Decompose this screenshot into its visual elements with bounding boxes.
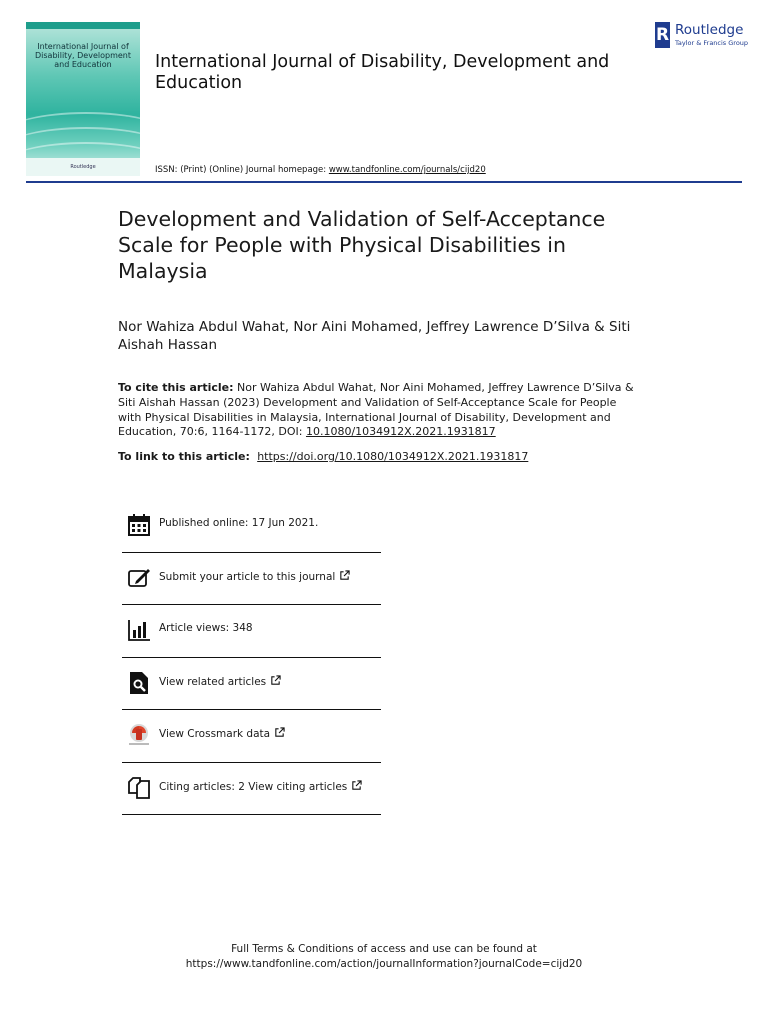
article-views-item: [122, 605, 381, 658]
article-title: Development and Validation of Self-Acceptance Scale for People with Physical Disabilities in Malaysia: [118, 207, 606, 283]
bar-chart-icon: [127, 618, 151, 642]
calendar-icon: [127, 513, 151, 537]
journal-cover-image: [26, 22, 140, 176]
citing-articles-item[interactable]: [122, 763, 381, 816]
citation-label: To cite this article:: [118, 381, 234, 394]
edit-icon: [127, 566, 151, 590]
routledge-r-icon: R: [655, 22, 670, 48]
terms-url-link[interactable]: https://www.tandfonline.com/action/journalInformation?journalCode=cijd20: [185, 958, 583, 970]
article-doi-link[interactable]: https://doi.org/10.1080/1034912X.2021.1931817: [257, 450, 529, 463]
terms-footer: [0, 942, 768, 972]
external-link-icon: [270, 675, 281, 686]
cover-title: International Journal of Disability, Development and Education: [34, 42, 131, 69]
citation-block: [118, 381, 638, 440]
citation-text: Nor Wahiza Abdul Wahat, Nor Aini Mohamed, Jeffrey Lawrence D’Silva & Siti Aishah Hassan (2023) Development and Validation of Self-Acceptance Scale for People with Physical Disabilities in Malaysia, International Journal of Disability, Development and Education, 70:6, 1164-1172, DOI:: [118, 381, 634, 439]
issn-prefix: ISSN: (Print) (Online) Journal homepage:: [155, 165, 329, 175]
citing-articles-link[interactable]: [159, 780, 362, 793]
crossmark-item[interactable]: [122, 710, 381, 763]
submit-article-text: Submit your article to this journal: [159, 570, 336, 583]
citation-doi-link[interactable]: 10.1080/1034912X.2021.1931817: [305, 425, 496, 439]
issn-line: [155, 165, 486, 175]
citing-articles-text: Citing articles: 2 View citing articles: [159, 780, 348, 793]
journal-homepage-link[interactable]: www.tandfonline.com/journals/cijd20: [328, 165, 486, 175]
related-articles-item[interactable]: [122, 658, 381, 711]
journal-title: International Journal of Disability, Development and Education: [155, 52, 610, 93]
related-articles-link[interactable]: [159, 675, 281, 688]
crossmark-link[interactable]: [159, 727, 285, 740]
publisher-name: Routledge: [675, 22, 744, 38]
article-info-list: [122, 500, 381, 815]
crossmark-text: View Crossmark data: [159, 728, 271, 740]
cover-publisher: Routledge: [26, 158, 140, 176]
submit-article-item[interactable]: [122, 553, 381, 606]
link-label: To link to this article:: [118, 450, 254, 463]
crossmark-icon: [127, 723, 151, 747]
related-articles-text: View related articles: [159, 675, 267, 688]
header-divider: [26, 181, 742, 183]
search-document-icon: [127, 671, 151, 695]
published-online-text: Published online: 17 Jun 2021.: [159, 517, 319, 529]
terms-line: Full Terms & Conditions of access and use can be found at: [231, 943, 537, 955]
cover-band: [26, 22, 140, 29]
article-authors: Nor Wahiza Abdul Wahat, Nor Aini Mohamed, Jeffrey Lawrence D’Silva & Siti Aishah Hassan: [118, 319, 631, 353]
submit-article-link[interactable]: [159, 570, 350, 583]
external-link-icon: [339, 570, 350, 581]
external-link-icon: [351, 780, 362, 791]
publisher-logo[interactable]: [655, 22, 750, 52]
published-online-item: [122, 500, 381, 553]
article-link-line: [118, 450, 658, 464]
external-link-icon: [274, 727, 285, 738]
publisher-group: Taylor & Francis Group: [675, 39, 749, 47]
copy-documents-icon: [127, 776, 151, 800]
article-views-text: Article views: 348: [159, 622, 253, 634]
